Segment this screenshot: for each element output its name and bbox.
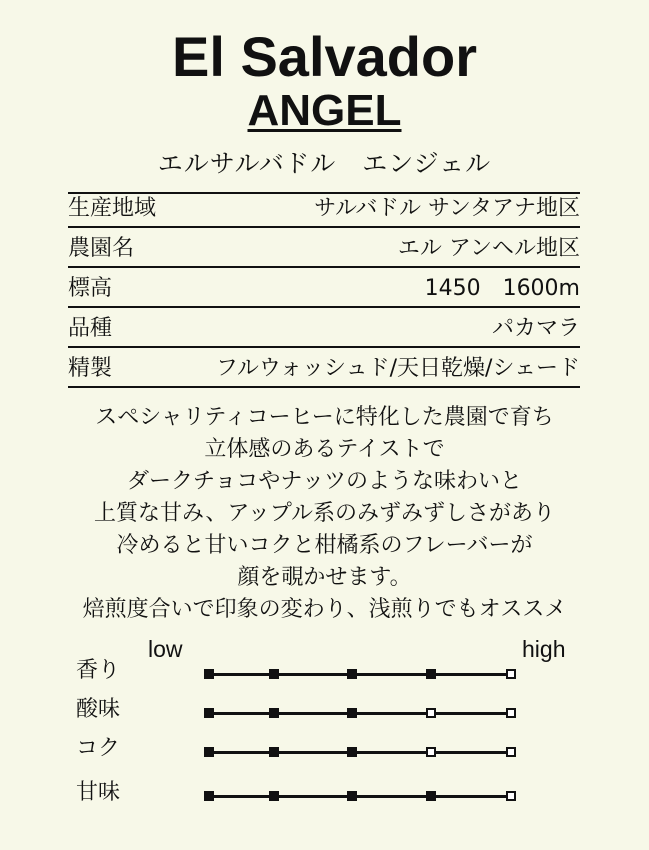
detail-row-variety xyxy=(68,308,580,348)
profile-node-filled xyxy=(347,791,357,801)
description-line: ダークチョコやナッツのような味わいと xyxy=(127,469,522,494)
profile-track xyxy=(209,712,511,715)
profile-node-filled xyxy=(269,791,279,801)
description-line: 顔を覗かせます。 xyxy=(237,565,412,590)
detail-label: 農園名 xyxy=(68,236,135,261)
detail-row-region xyxy=(68,192,580,228)
profile-node-filled xyxy=(269,747,279,757)
details-table xyxy=(68,192,580,388)
detail-row-process xyxy=(68,348,580,388)
detail-row-farm xyxy=(68,228,580,268)
profile-node-filled xyxy=(347,669,357,679)
description-line: スペシャリティコーヒーに特化した農園で育ち xyxy=(95,405,554,430)
detail-value: パカマラ xyxy=(491,316,580,341)
profile-node-filled xyxy=(204,791,214,801)
profile-label: 香り xyxy=(76,658,121,683)
profile-node-empty xyxy=(426,708,436,718)
description-line: 上質な甘み、アップル系のみずみずしさがあり xyxy=(94,501,555,526)
profile-track xyxy=(209,673,511,676)
product-name xyxy=(0,86,649,136)
description xyxy=(0,402,649,626)
product-name-text: ANGEL xyxy=(247,86,402,135)
profile-node-filled xyxy=(204,669,214,679)
scale-high-label: high xyxy=(522,636,566,662)
detail-row-altitude xyxy=(68,268,580,308)
scale-low-label: low xyxy=(148,636,183,662)
detail-value: 1450 1600m xyxy=(424,276,580,301)
profile-label: 酸味 xyxy=(76,697,121,722)
profile-node-empty xyxy=(506,669,516,679)
description-line: 冷めると甘いコクと柑橘系のフレーバーが xyxy=(116,533,533,558)
detail-value: サルバドル サンタアナ地区 xyxy=(314,196,580,221)
profile-node-filled xyxy=(347,747,357,757)
profile-node-filled xyxy=(269,669,279,679)
profile-label: コク xyxy=(76,736,121,761)
detail-value: エル アンヘル地区 xyxy=(397,236,580,261)
profile-node-filled xyxy=(426,791,436,801)
profile-node-empty xyxy=(506,708,516,718)
profile-node-empty xyxy=(506,747,516,757)
detail-value: フルウォッシュド/天日乾燥/シェード xyxy=(215,356,580,381)
profile-label: 甘味 xyxy=(76,780,121,805)
detail-label: 標高 xyxy=(68,276,113,301)
detail-label: 精製 xyxy=(68,356,113,381)
profile-node-filled xyxy=(426,669,436,679)
description-line: 焙煎度合いで印象の変わり、浅煎りでもオススメ xyxy=(82,597,567,622)
profile-node-empty xyxy=(426,747,436,757)
profile-node-filled xyxy=(347,708,357,718)
profile-node-filled xyxy=(204,747,214,757)
profile-node-filled xyxy=(269,708,279,718)
detail-label: 生産地域 xyxy=(68,196,157,221)
profile-track xyxy=(209,751,511,754)
profile-track xyxy=(209,795,511,798)
detail-label: 品種 xyxy=(68,316,113,341)
country-title: El Salvador xyxy=(171,25,478,88)
description-line: 立体感のあるテイストで xyxy=(204,437,445,462)
product-name-kana: エルサルバドル エンジェル xyxy=(157,149,492,178)
profile-node-filled xyxy=(204,708,214,718)
profile-node-empty xyxy=(506,791,516,801)
